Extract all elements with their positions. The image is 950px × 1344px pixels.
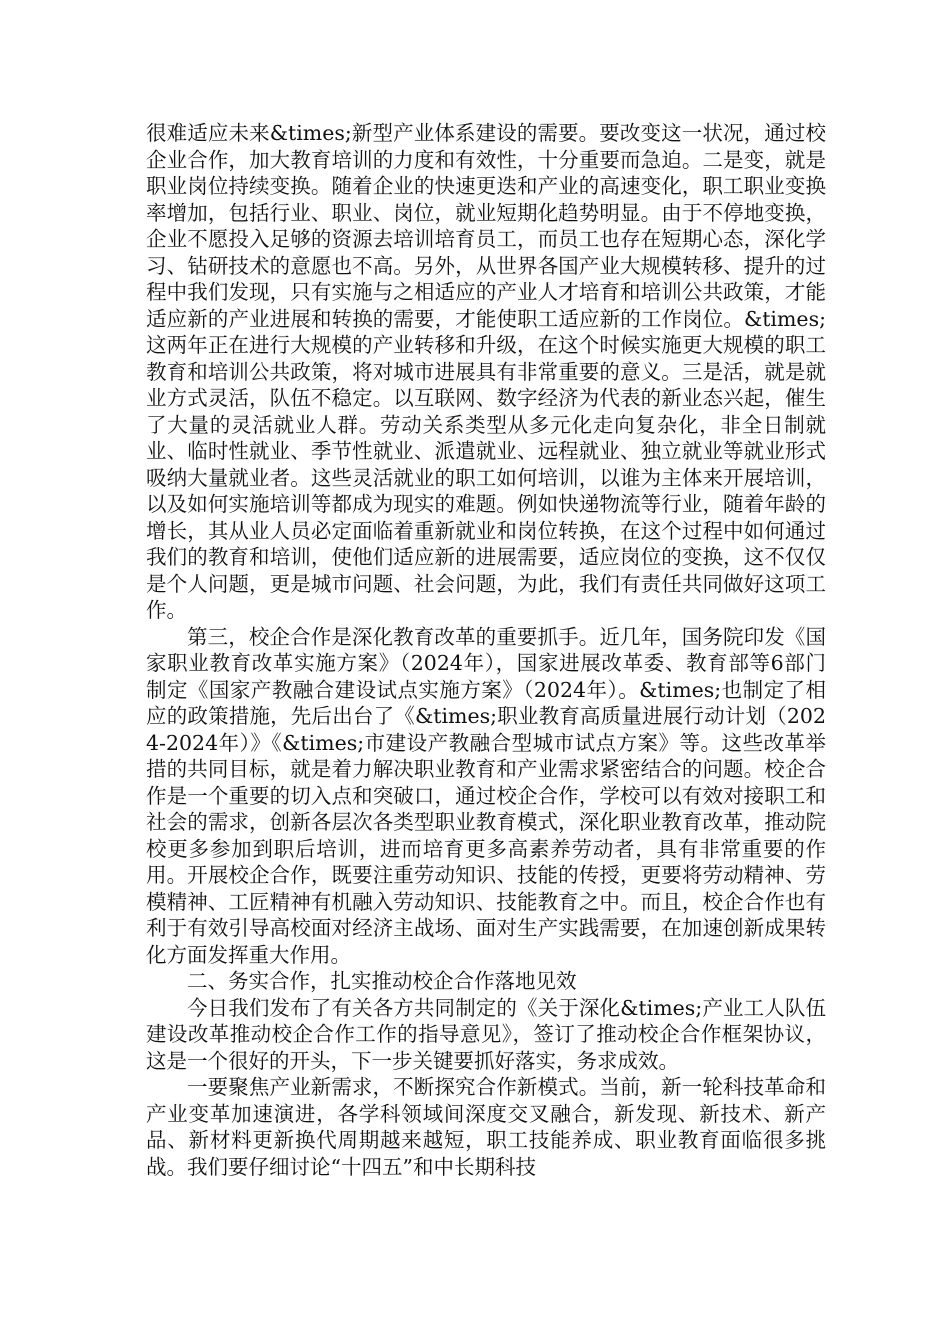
document-page: [146, 120, 826, 1180]
paragraph-4: 一要聚焦产业新需求，不断探究合作新模式。当前，新一轮科技革命和产业变革加速演进，各学科领域间深度交叉融合，新发现、新技术、新产品、新材料更新换代周期越来越短，职工技能养成、职业教育面临很多挑战。我们要仔细讨论“十四五”和中长期科技: [146, 1075, 826, 1179]
section-heading: 二、务实合作，扎实推动校企合作落地见效: [187, 969, 577, 993]
paragraph-1: 很难适应未来&times;新型产业体系建设的需要。要改变这一状况，通过校企业合作，加大教育培训的力度和有效性，十分重要而急迫。二是变，就是职业岗位持续变换。随着企业的快速更迭和产业的高速变化，职工职业变换率增加，包括行业、职业、岗位，就业短期化趋势明显。由于不停地变换，企业不愿投入足够的资源去培训培育员工，而员工也存在短期心态，深化学习、钻研技术的意愿也不高。另外，从世界各国产业大规模转移、提升的过程中我们发现，只有实施与之相适应的产业人才培育和培训公共政策，才能适应新的产业进展和转换的需要，才能使职工适应新的工作岗位。&times;这两年正在进行大规模的产业转移和升级，在这个时候实施更大规模的职工教育和培训公共政策，将对城市进展具有非常重要的意义。三是活，就是就业方式灵活，队伍不稳定。以互联网、数字经济为代表的新业态兴起，催生了大量的灵活就业人群。劳动关系类型从多元化走向复杂化，非全日制就业、临时性就业、季节性就业、派遣就业、远程就业、独立就业等就业形式吸纳大量就业者。这些灵活就业的职工如何培训，以谁为主体来开展培训，以及如何实施培训等都成为现实的难题。例如快递物流等行业，随着年龄的增长，其从业人员必定面临着重新就业和岗位转换，在这个过程中如何通过我们的教育和培训，使他们适应新的进展需要，适应岗位的变换，这不仅仅是个人问题，更是城市问题、社会问题，为此，我们有责任共同做好这项工作。: [146, 121, 826, 622]
paragraph-3: 今日我们发布了有关各方共同制定的《关于深化&times;产业工人队伍建设改革推动校企合作工作的指导意见》，签订了推动校企合作框架协议，这是一个很好的开头，下一步关键要抓好落实，务求成效。: [146, 995, 826, 1073]
paragraph-2: 第三，校企合作是深化教育改革的重要抓手。近几年，国务院印发《国家职业教育改革实施方案》（2024年），国家进展改革委、教育部等6部门制定《国家产教融合建设试点实施方案》（2024年）。&times;也制定了相应的政策措施，先后出台了《&times;职业教育高质量进展行动计划（2024-2024年）》《&times;市建设产教融合型城市试点方案》等。这些改革举措的共同目标，就是着力解决职业教育和产业需求紧密结合的问题。校企合作是一个重要的切入点和突破口，通过校企合作，学校可以有效对接职工和社会的需求，创新各层次各类型职业教育模式，深化职业教育改革，推动院校更多参加到职后培训，进而培育更多高素养劳动者，具有非常重要的作用。开展校企合作，既要注重劳动知识、技能的传授，更要将劳动精神、劳模精神、工匠精神有机融入劳动知识、技能教育之中。而且，校企合作也有利于有效引导高校面对经济主战场、面对生产实践需要，在加速创新成果转化方面发挥重大作用。: [146, 624, 826, 967]
